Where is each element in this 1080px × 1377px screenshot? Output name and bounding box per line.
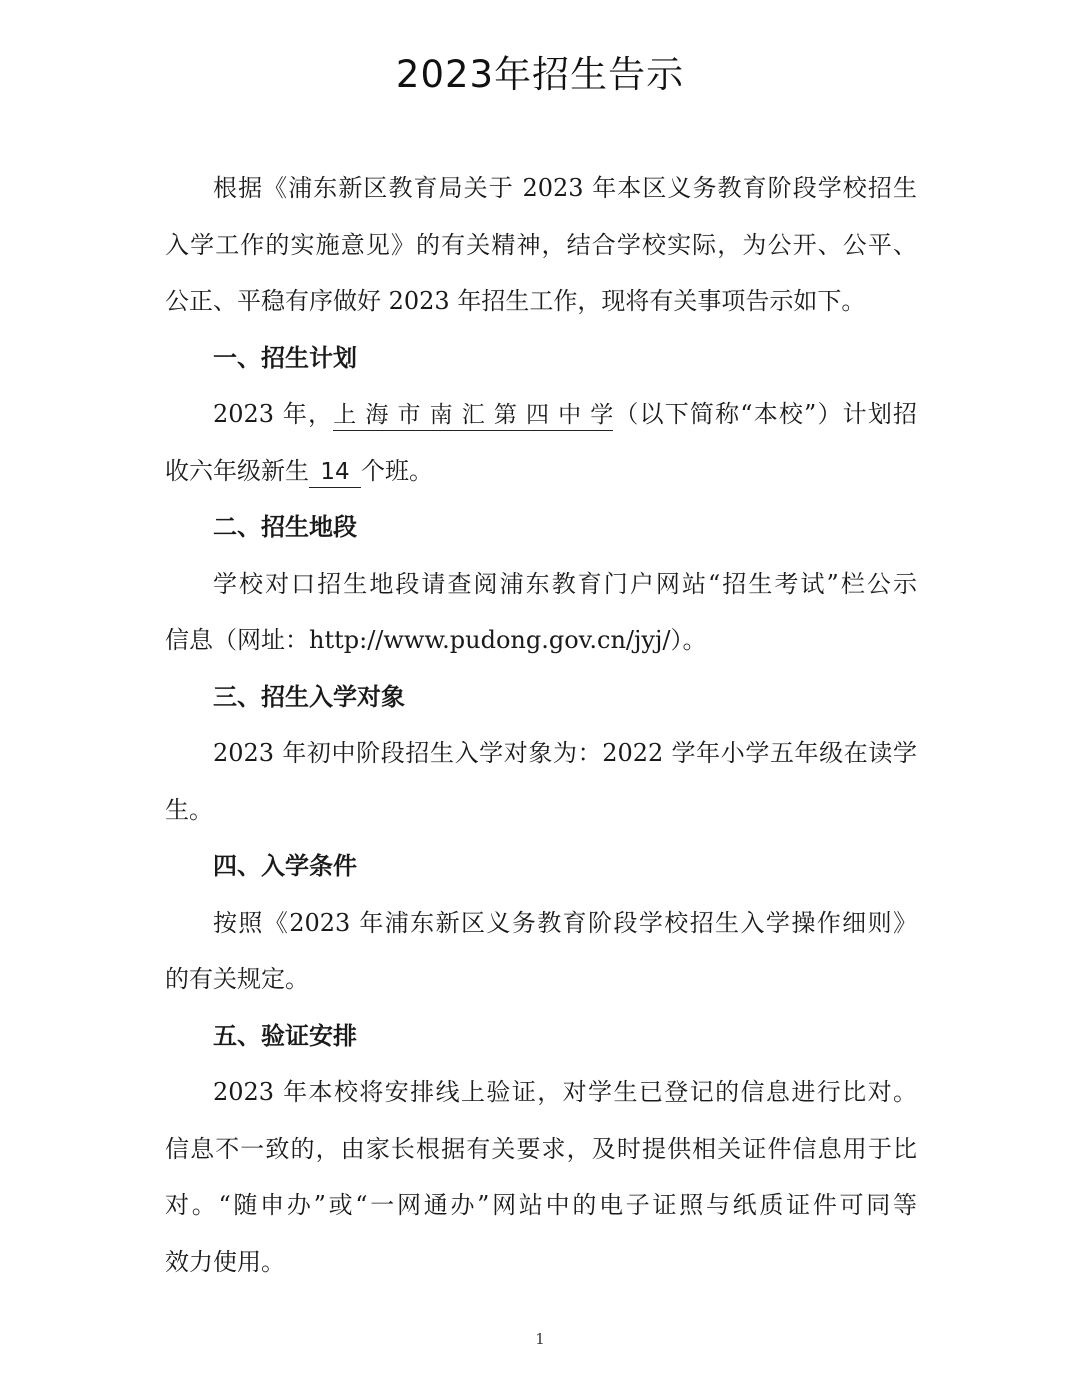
page-number: 1 <box>535 1330 545 1348</box>
intro-line-2: 入学工作的实施意见》的有关精神，结合学校实际，为公开、公平、 <box>165 230 917 259</box>
section-1-line-1-prefix: 2023 年， <box>213 400 334 428</box>
intro-line-3: 公正、平稳有序做好 2023 年招生工作，现将有关事项告示如下。 <box>165 287 866 315</box>
section-5-line-3: 对。“随申办”或“一网通办”网站中的电子证照与纸质证件可同等 <box>165 1191 917 1219</box>
section-4-heading: 四、入学条件 <box>213 852 357 880</box>
document-body <box>165 166 917 1296</box>
section-5-line-4: 效力使用。 <box>165 1247 285 1276</box>
section-1-line-2-suffix: 个班。 <box>361 456 433 485</box>
section-1-line-1-suffix: （以下简称“本校”）计划招 <box>613 400 917 428</box>
school-name-field: 上海市南汇第四中学 <box>333 400 613 431</box>
section-3-line-2: 生。 <box>165 795 213 824</box>
section-1-line-1 <box>165 392 917 449</box>
section-1-line-2 <box>165 449 917 506</box>
section-2-heading: 二、招生地段 <box>213 513 357 541</box>
section-2-line-1: 学校对口招生地段请查阅浦东教育门户网站“招生考试”栏公示 <box>213 569 917 598</box>
section-4-line-1: 按照《2023 年浦东新区义务教育阶段学校招生入学操作细则》 <box>213 908 917 937</box>
section-5-line-2: 信息不一致的，由家长根据有关要求，及时提供相关证件信息用于比 <box>165 1134 917 1163</box>
section-1-heading: 一、招生计划 <box>213 343 357 372</box>
intro-line-1: 根据《浦东新区教育局关于 2023 年本区义务教育阶段学校招生 <box>213 174 917 202</box>
class-count-field: 14 <box>309 457 361 488</box>
section-5-line-1: 2023 年本校将安排线上验证，对学生已登记的信息进行比对。 <box>213 1078 917 1106</box>
section-4-line-2: 的有关规定。 <box>165 965 309 993</box>
section-5-heading: 五、验证安排 <box>213 1021 357 1050</box>
section-1-line-2-prefix: 收六年级新生 <box>165 456 309 485</box>
section-3-line-1: 2023 年初中阶段招生入学对象为：2022 学年小学五年级在读学 <box>213 739 917 767</box>
section-2-line-2: 信息（网址：http://www.pudong.gov.cn/jyj/）。 <box>165 626 707 654</box>
section-3-heading: 三、招生入学对象 <box>213 682 405 711</box>
document-title: 2023年招生告示 <box>395 53 685 96</box>
